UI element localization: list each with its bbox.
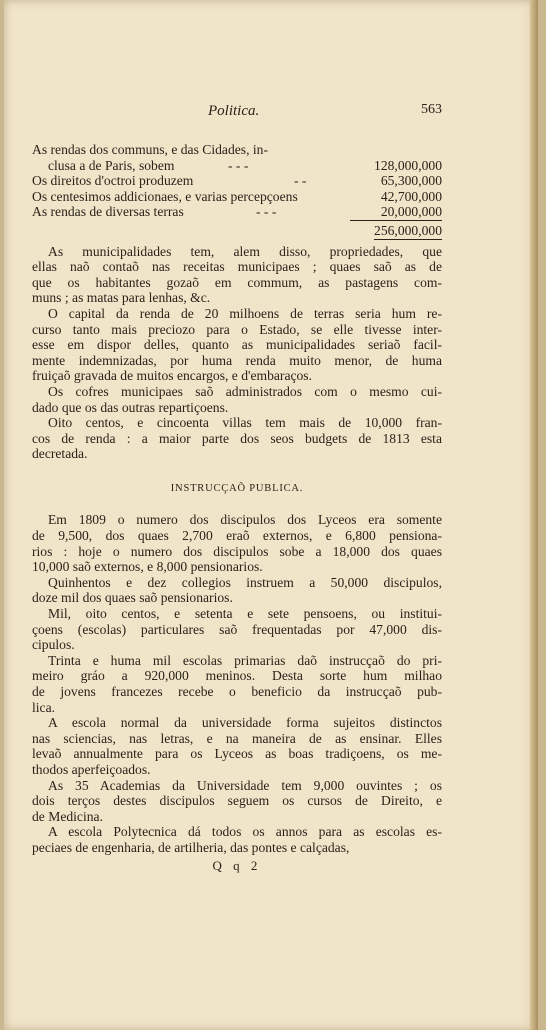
page-spine-shadow [530, 0, 538, 1030]
paragraphs-after [32, 512, 442, 855]
text-line: decretada. [32, 446, 88, 462]
paragraph [32, 575, 442, 606]
text-line: Trinta e huma mil escolas primarias daõ instrucçaõ do pri- [48, 652, 442, 668]
text-line: çoens (escolas) particulares saõ frequentadas por 47,000 dis- [32, 621, 442, 637]
paragraph [32, 306, 442, 384]
total-row [32, 223, 442, 239]
text-line: Quinhentos e dez collegios instruem a 50,000 discipulos, [48, 574, 442, 590]
text-line: rios : hoje o numero dos discipulos sobe a 18,000 dos quaes [32, 543, 442, 559]
row-dashes: - - [294, 173, 307, 189]
text-line: fruiçaõ gravada de muitos encargos, e d'embaraços. [32, 368, 312, 384]
text-line: de jovens francezes recebe o beneficio da instrucçaõ pub- [32, 684, 442, 699]
row-dashes: - - - [256, 204, 277, 220]
row-amount: 42,700,000 [380, 188, 442, 204]
row-label: clusa a de Paris, sobem [48, 157, 175, 173]
paragraph [32, 512, 442, 574]
revenue-table [32, 142, 442, 239]
book-page [4, 0, 538, 1030]
text-line: A escola Polytecnica dá todos os annos para as escolas es- [48, 824, 442, 840]
text-line: esse em dispor delles, quanto as municipalidades seriaõ facil- [32, 337, 442, 353]
table-row [32, 189, 442, 205]
row-label: As rendas de diversas terras [32, 204, 184, 220]
text-line: O capital da renda de 20 milhoens de terras seria hum re- [48, 305, 442, 321]
text-line: curso tanto mais preciozo para o Estado, se elle tivesse inter- [32, 321, 442, 337]
text-line: peciaes de engenharia, de artilheria, das pontes e calçadas, [32, 839, 350, 855]
page-number: 563 [421, 102, 442, 117]
row-label: Os direitos d'octroi produzem [32, 173, 194, 189]
paragraph [32, 824, 442, 855]
text-line: de Medicina. [32, 808, 103, 824]
paragraphs-before [32, 244, 442, 462]
text-line: mente indemnizadas, por huma renda muito menor, de huma [32, 352, 442, 368]
paragraph [32, 606, 442, 653]
text-line: muns ; as matas para lenhas, &c. [32, 290, 211, 306]
text-line: cos de renda : a maior parte dos seos budgets de 1813 esta [32, 430, 442, 446]
text-line: dois terços destes discipulos seguem os cursos de Direito, e [32, 793, 442, 809]
text-line: Os cofres municipaes saõ administrados com o mesmo cui- [48, 383, 442, 399]
text-line: Mil, oito centos, e setenta e sete pensoens, ou institui- [48, 606, 442, 622]
row-amount: 65,300,000 [380, 173, 442, 189]
text-line: A escola normal da universidade forma sujeitos distinctos [48, 715, 442, 731]
text-line: cipulos. [32, 637, 75, 653]
text-line: lica. [32, 699, 56, 715]
page-content [32, 104, 442, 873]
text-line: doze mil dos quaes saõ pensionarios. [32, 590, 233, 606]
table-row [32, 158, 442, 174]
table-row [32, 142, 442, 158]
text-line: levaõ annualmente para os Lyceos as boas tradiçoens, os me- [32, 746, 442, 762]
section-heading: INSTRUCÇAÕ PUBLICA. [170, 482, 304, 494]
running-head [32, 104, 442, 124]
text-line: As municipalidades tem, alem disso, propriedades, que [48, 243, 442, 259]
text-line: que os habitantes gozaõ em commum, as pastagens com- [32, 274, 442, 290]
row-label: As rendas dos communs, e das Cidades, in- [32, 142, 268, 157]
text-line: dado que os das outras repartiçoens. [32, 399, 229, 415]
text-line: de 9,500, dos quaes 2,700 eraõ externos, e 6,800 pensiona- [32, 528, 442, 544]
paragraph [32, 778, 442, 825]
table-row [32, 173, 442, 189]
text-line: ellas naõ contaõ nas receitas municipaes ; quaes saõ as de [32, 259, 442, 275]
text-line: meiro gráo a 920,000 meninos. Desta sorte hum milhao [32, 668, 442, 684]
row-amount: 128,000,000 [374, 157, 442, 173]
table-row [32, 204, 442, 220]
text-line: Em 1809 o numero dos discipulos dos Lyceos era somente [48, 512, 442, 528]
paragraph [32, 244, 442, 306]
running-title: Politica. [208, 103, 260, 119]
text-line: 10,000 saõ externos, e 8,000 pensionarios. [32, 559, 263, 575]
text-line: Oito centos, e cincoenta villas tem mais de 10,000 fran- [48, 415, 442, 431]
paragraph [32, 653, 442, 715]
text-line: thodos aperfeiçoados. [32, 761, 151, 777]
paragraph [32, 384, 442, 415]
paragraph [32, 715, 442, 777]
row-amount: 20,000,000 [380, 204, 442, 220]
text-line: As 35 Academias da Universidade tem 9,000 ouvintes ; os [48, 777, 442, 793]
signature-mark: Q q 2 [212, 857, 262, 873]
paragraph [32, 415, 442, 462]
total-rule [350, 220, 442, 221]
row-label: Os centesimos addicionaes, e varias percepçoens [32, 188, 298, 204]
total-amount: 256,000,000 [374, 222, 442, 238]
text-line: nas sciencias, nas letras, e na maneira de as ensinar. Elles [32, 730, 442, 746]
row-dashes: - - - [228, 157, 249, 173]
